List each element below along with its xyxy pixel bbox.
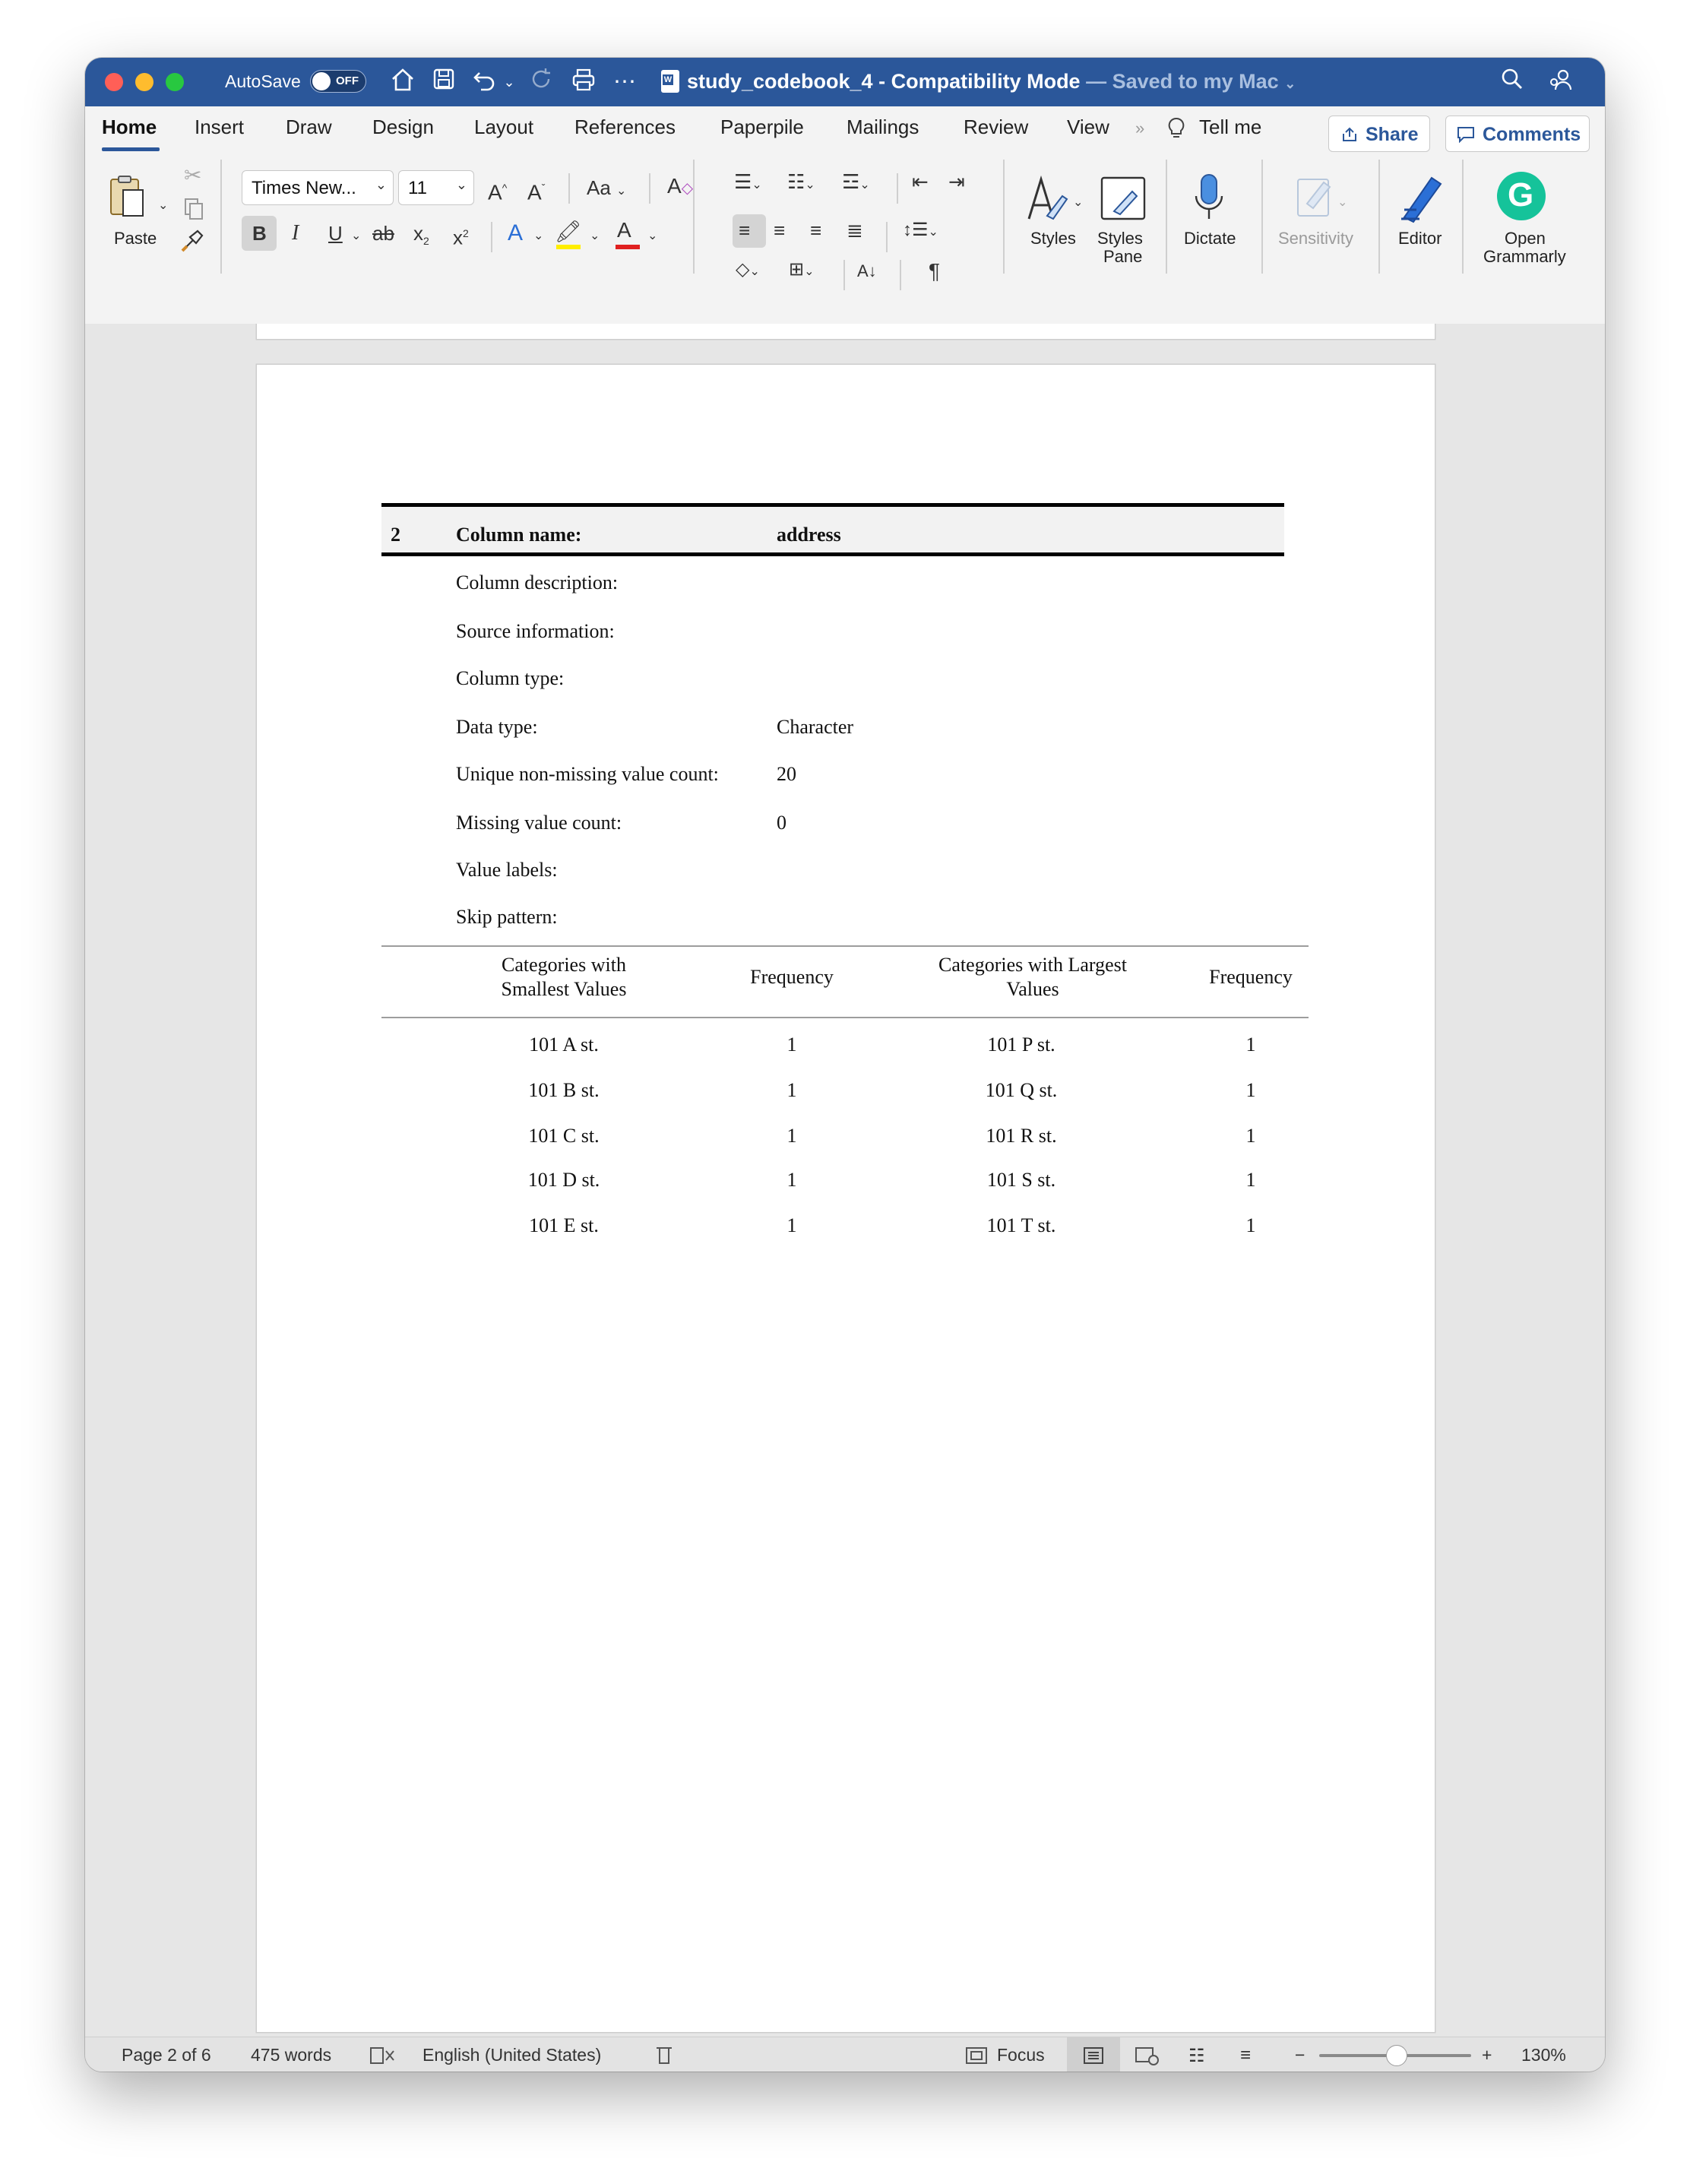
bold-icon: B — [252, 222, 267, 245]
paste-chevron-down-icon[interactable]: ⌄ — [158, 199, 169, 212]
table-cell: 101 A st. — [529, 1033, 599, 1056]
autosave-label: AutoSave — [225, 71, 301, 91]
undo-dropdown-chevron-icon[interactable]: ⌄ — [503, 74, 515, 90]
proofing-icon[interactable] — [369, 2046, 395, 2065]
ribbon-tabs — [85, 106, 1605, 154]
align-center-icon[interactable]: ≡ — [774, 219, 786, 242]
header-line: Values — [1006, 978, 1059, 1000]
highlight-chevron-down-icon[interactable]: ⌄ — [590, 229, 600, 242]
share-icon — [1341, 126, 1358, 143]
table-cell: 1 — [1245, 1079, 1256, 1101]
table-cell: 1 — [786, 1079, 797, 1101]
font-name-dropdown[interactable] — [242, 170, 394, 205]
sensitivity-icon[interactable] — [1293, 173, 1339, 222]
table-cell: 1 — [786, 1125, 797, 1147]
tab-layout[interactable]: Layout — [474, 116, 534, 138]
highlight-icon[interactable]: 🖍 — [555, 220, 582, 243]
table-header-largest — [907, 953, 1158, 1002]
header-line: Categories with — [502, 954, 626, 976]
open-grammarly-label-2: Grammarly — [1483, 247, 1566, 266]
field-label-column-type: Column type: — [456, 667, 565, 689]
borders-icon[interactable]: ⊞⌄ — [789, 259, 815, 280]
zoom-out-icon[interactable]: − — [1295, 2045, 1305, 2065]
toggle-knob — [312, 72, 331, 90]
table-header-smallest — [450, 953, 678, 1002]
previous-page — [257, 324, 1435, 339]
line-spacing-icon[interactable]: ↕☰⌄ — [903, 220, 938, 240]
field-value-missing-count: 0 — [777, 812, 786, 834]
header-line: Frequency — [750, 966, 834, 988]
styles-pane-label-1: Styles — [1097, 229, 1143, 248]
text-effects-chevron-down-icon[interactable]: ⌄ — [533, 229, 544, 242]
focus-icon[interactable] — [965, 2046, 988, 2065]
font-color-bar — [616, 245, 640, 249]
font-size-dropdown[interactable] — [398, 170, 474, 205]
underline-icon[interactable]: U — [328, 222, 343, 245]
tab-design[interactable]: Design — [372, 116, 434, 138]
font-color-icon[interactable]: A — [617, 218, 631, 242]
text-effects-icon[interactable]: A — [508, 220, 524, 245]
print-icon[interactable] — [568, 67, 599, 97]
separator — [900, 260, 901, 290]
word-window — [85, 58, 1605, 2072]
font-name-value: Times New... — [252, 178, 356, 198]
field-label-data-type: Data type: — [456, 716, 538, 738]
header-line: Frequency — [1209, 966, 1293, 988]
word-document-icon — [661, 70, 679, 93]
table-cell: 1 — [786, 1214, 797, 1236]
field-label-missing-count: Missing value count: — [456, 812, 622, 834]
decrease-indent-icon[interactable]: ⇤ — [912, 170, 929, 193]
comments-button[interactable] — [1445, 116, 1590, 152]
editor-icon[interactable] — [1397, 172, 1447, 223]
align-left-icon: ≡ — [739, 219, 751, 242]
separator — [220, 160, 222, 274]
font-color-chevron-down-icon[interactable]: ⌄ — [647, 229, 658, 242]
styles-icon[interactable] — [1024, 173, 1071, 223]
italic-icon[interactable]: I — [292, 221, 299, 245]
sort-icon[interactable]: A↓ — [857, 261, 877, 280]
account-icon[interactable] — [1544, 67, 1574, 97]
strikethrough-icon[interactable]: ab — [372, 222, 394, 245]
table-cell: 1 — [786, 1033, 797, 1056]
subscript-icon[interactable]: $x_2$ — [413, 222, 429, 248]
word-count[interactable]: 475 words — [251, 2045, 332, 2065]
styles-label: Styles — [1030, 229, 1076, 248]
editor-label: Editor — [1398, 229, 1442, 248]
increase-indent-icon[interactable]: ⇥ — [948, 170, 965, 193]
more-options-icon[interactable]: ⋯ — [613, 69, 636, 94]
close-window-button[interactable] — [105, 73, 123, 91]
lightbulb-icon — [1167, 117, 1185, 140]
title-separator: - — [872, 70, 891, 93]
redo-icon[interactable] — [526, 67, 556, 97]
copy-icon[interactable] — [182, 198, 205, 222]
column-number: 2 — [391, 524, 400, 546]
field-label-skip-pattern: Skip pattern: — [456, 906, 558, 928]
bullets-icon[interactable]: ☰⌄ — [734, 170, 762, 193]
tab-home[interactable]: Home — [102, 116, 157, 138]
table-cell: 101 P st. — [987, 1033, 1055, 1056]
tab-paperpile[interactable]: Paperpile — [720, 116, 804, 138]
undo-icon[interactable] — [470, 67, 500, 97]
ribbon — [85, 106, 1605, 324]
ribbon-home-groups — [85, 160, 1605, 322]
accessibility-icon[interactable] — [652, 2045, 676, 2066]
header-line: Categories with Largest — [938, 954, 1127, 976]
table-cell: 1 — [1245, 1033, 1256, 1056]
table-cell: 101 C st. — [528, 1125, 600, 1147]
separator — [897, 173, 898, 204]
chevron-down-icon: ⌄ — [375, 177, 387, 192]
separator — [1166, 160, 1167, 274]
separator — [843, 260, 845, 290]
styles-pane-icon[interactable] — [1099, 173, 1147, 223]
tell-me-search[interactable]: Tell me — [1199, 116, 1262, 138]
separator — [649, 173, 650, 204]
tab-insert[interactable]: Insert — [195, 116, 245, 138]
web-layout-icon[interactable] — [1134, 2046, 1160, 2066]
home-icon[interactable] — [388, 67, 418, 97]
table-header-frequency-1 — [678, 965, 906, 989]
align-right-icon[interactable]: ≡ — [810, 219, 822, 242]
save-icon[interactable] — [429, 67, 459, 97]
document-title[interactable] — [687, 70, 1296, 93]
more-tabs-chevron-icon[interactable]: » — [1135, 119, 1145, 138]
zoom-in-icon[interactable]: + — [1482, 2045, 1492, 2065]
table-cell: 101 Q st. — [985, 1079, 1058, 1101]
document-name: study_codebook_4 — [687, 70, 873, 93]
grammarly-icon[interactable]: G — [1497, 172, 1546, 220]
share-button[interactable] — [1328, 116, 1430, 152]
open-grammarly-label-1: Open — [1505, 229, 1546, 248]
styles-chevron-down-icon[interactable]: ⌄ — [1073, 196, 1084, 209]
table-cell: 101 S st. — [986, 1169, 1056, 1191]
language[interactable]: English (United States) — [422, 2045, 602, 2065]
active-tab-indicator — [102, 147, 160, 151]
zoom-window-button[interactable] — [166, 73, 184, 91]
table-cell: 101 R st. — [986, 1125, 1057, 1147]
numbering-icon[interactable]: ☷⌄ — [787, 170, 815, 193]
header-line: Smallest Values — [501, 978, 627, 1000]
show-formatting-marks-icon[interactable]: ¶ — [929, 259, 941, 283]
outline-view-icon[interactable]: ☷ — [1188, 2046, 1205, 2066]
field-label-column-description: Column description: — [456, 571, 619, 593]
format-painter-icon[interactable] — [179, 228, 207, 254]
autosave-state: OFF — [336, 74, 359, 87]
search-icon[interactable] — [1497, 67, 1527, 97]
clear-formatting-icon[interactable]: A◇ — [667, 174, 694, 198]
superscript-icon[interactable]: $x^2$ — [453, 226, 469, 249]
comments-label: Comments — [1483, 124, 1581, 145]
table-cell: 101 E st. — [529, 1214, 599, 1236]
separator — [1261, 160, 1263, 274]
change-case-icon[interactable]: Aa ⌄ — [587, 176, 627, 199]
document-canvas[interactable] — [85, 324, 1605, 2037]
grow-font-icon[interactable]: A^ — [488, 180, 508, 204]
font-size-value: 11 — [408, 178, 427, 198]
print-layout-icon[interactable] — [1082, 2046, 1105, 2065]
sensitivity-chevron-down-icon[interactable]: ⌄ — [1337, 196, 1348, 209]
autosave-toggle[interactable] — [310, 70, 366, 93]
separator — [568, 173, 570, 204]
status-bar — [85, 2037, 1605, 2072]
separator — [693, 160, 695, 274]
table-top-rule — [381, 945, 1309, 947]
title-chevron-down-icon: ⌄ — [1284, 76, 1296, 91]
tab-review[interactable]: Review — [964, 116, 1029, 138]
field-label-source-information: Source information: — [456, 620, 615, 642]
field-value-data-type: Character — [777, 716, 854, 738]
multilevel-list-icon[interactable]: ☲⌄ — [842, 170, 870, 193]
draft-view-icon[interactable]: ≡ — [1240, 2045, 1252, 2065]
table-header-frequency-2 — [1137, 965, 1365, 989]
clipboard-paste-icon[interactable] — [106, 173, 149, 222]
highlight-color-bar — [556, 245, 581, 249]
separator — [491, 222, 492, 252]
minimize-window-button[interactable] — [135, 73, 153, 91]
shading-icon[interactable]: ◇⌄ — [736, 259, 760, 280]
table-cell: 101 D st. — [527, 1169, 600, 1191]
zoom-level[interactable]: 130% — [1521, 2045, 1566, 2065]
justify-icon[interactable]: ≣ — [847, 219, 863, 242]
focus-mode[interactable]: Focus — [997, 2045, 1045, 2065]
tab-draw[interactable]: Draw — [286, 116, 332, 138]
table-header-rule — [381, 1017, 1309, 1018]
tab-references[interactable]: References — [574, 116, 676, 138]
separator — [1378, 160, 1380, 274]
table-cell: 1 — [1245, 1125, 1256, 1147]
dictate-label: Dictate — [1184, 229, 1236, 248]
field-label-unique-count: Unique non-missing value count: — [456, 763, 719, 785]
column-name-label: Column name: — [456, 524, 582, 546]
microphone-icon[interactable] — [1192, 172, 1226, 225]
cut-icon[interactable]: ✂ — [184, 163, 202, 187]
table-cell: 1 — [1245, 1214, 1256, 1236]
paste-label: Paste — [114, 229, 157, 248]
sensitivity-label: Sensitivity — [1278, 229, 1354, 248]
tab-view[interactable]: View — [1067, 116, 1109, 138]
table-cell: 101 T st. — [986, 1214, 1056, 1236]
field-label-value-labels: Value labels: — [456, 859, 558, 881]
zoom-slider-knob[interactable] — [1386, 2045, 1407, 2066]
share-label: Share — [1366, 124, 1419, 145]
comment-icon — [1457, 126, 1475, 143]
column-header-band — [381, 503, 1284, 556]
table-cell: 1 — [786, 1169, 797, 1191]
table-cell: 1 — [1245, 1169, 1256, 1191]
separator — [1003, 160, 1005, 274]
separator — [886, 222, 888, 252]
separator — [1462, 160, 1464, 274]
field-value-unique-count: 20 — [777, 763, 796, 785]
document-page[interactable] — [257, 365, 1435, 2032]
tab-mailings[interactable]: Mailings — [847, 116, 919, 138]
compatibility-mode: Compatibility Mode — [891, 70, 1081, 93]
page-count[interactable]: Page 2 of 6 — [122, 2045, 211, 2065]
saved-status: — Saved to my Mac — [1080, 70, 1279, 93]
column-name-value: address — [777, 524, 841, 546]
styles-pane-label-2: Pane — [1103, 247, 1143, 266]
title-bar — [85, 58, 1605, 106]
chevron-down-icon: ⌄ — [455, 177, 467, 192]
table-cell: 101 B st. — [528, 1079, 600, 1101]
shrink-font-icon[interactable]: $A^ˇ$ — [527, 180, 546, 204]
underline-chevron-down-icon[interactable]: ⌄ — [351, 229, 362, 242]
